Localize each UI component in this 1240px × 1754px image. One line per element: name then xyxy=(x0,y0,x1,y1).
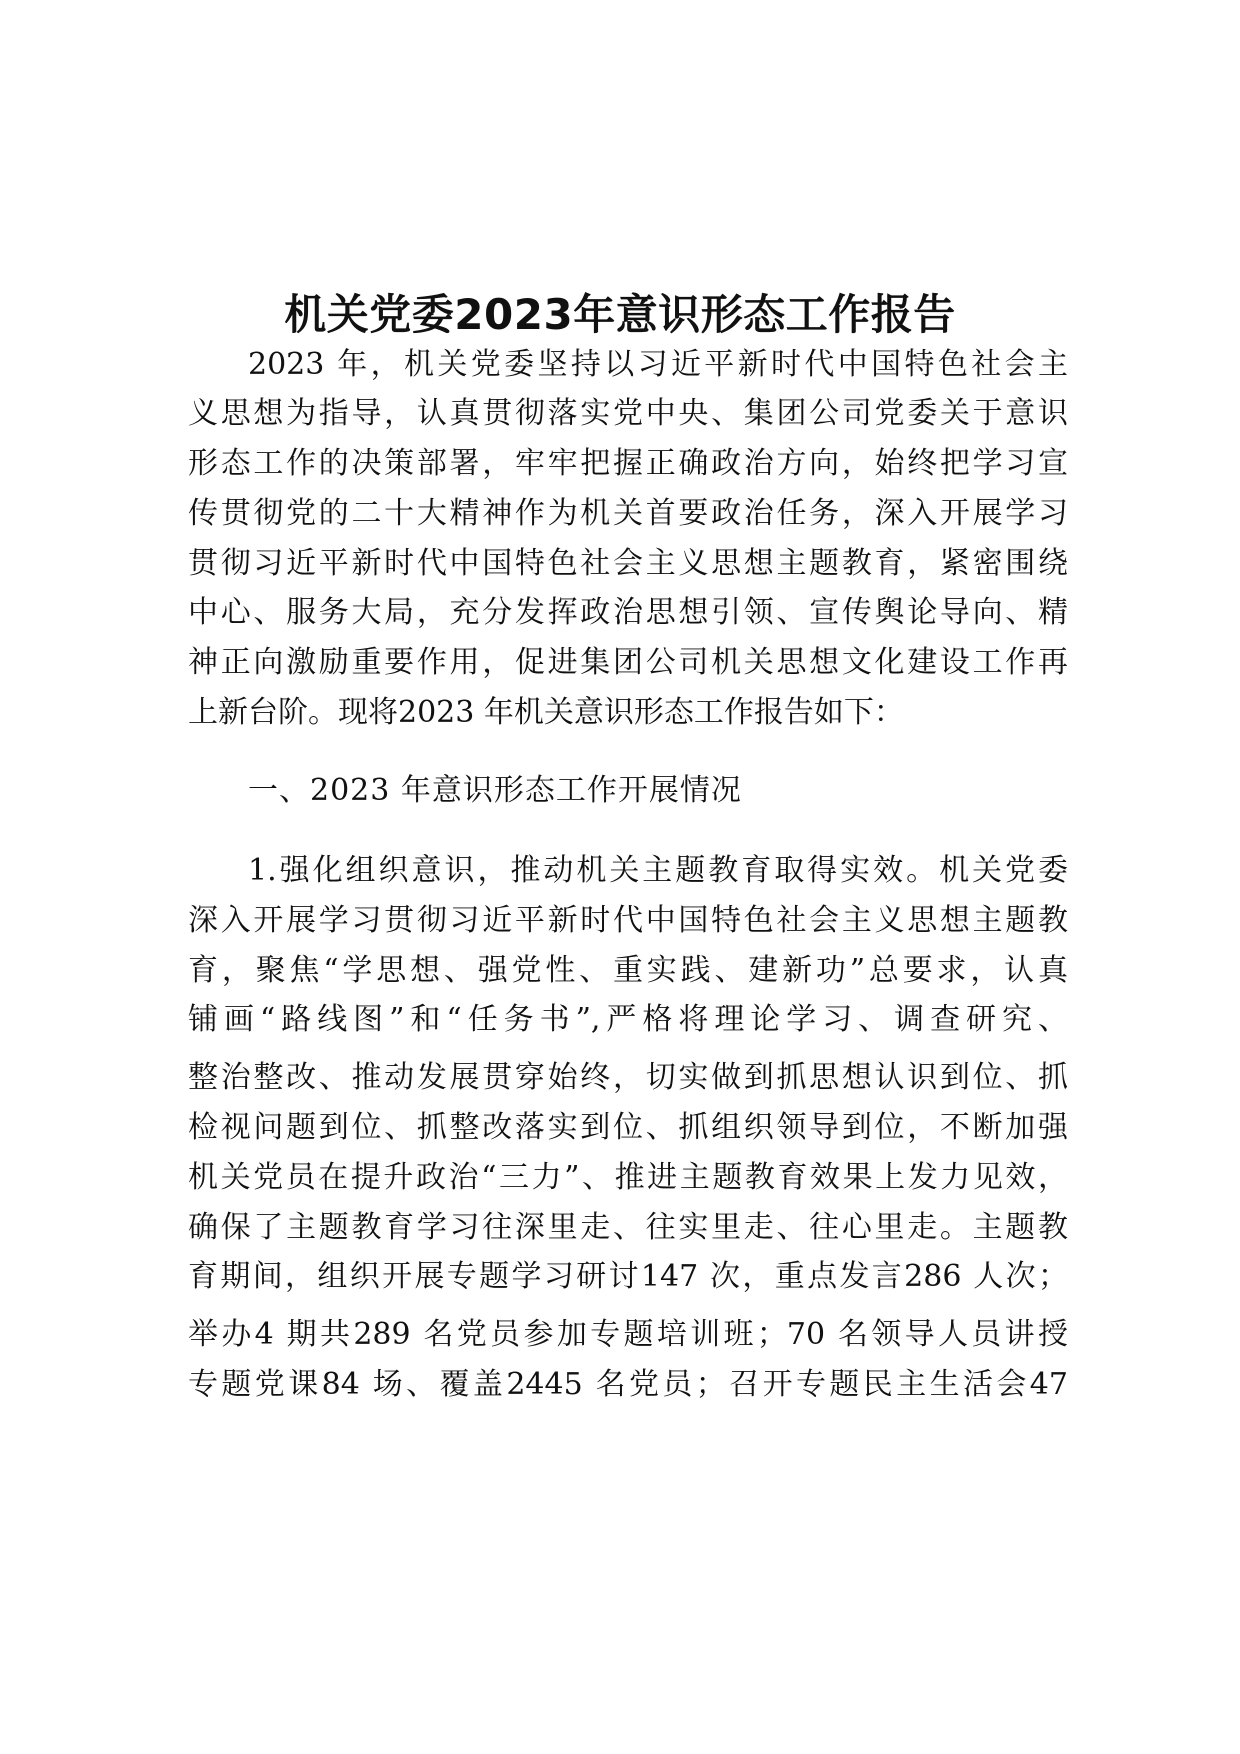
item-1-line: 专题党课84 场、覆盖2445 名党员；召开专题民主生活会47 xyxy=(188,1367,1068,1402)
intro-line: 神正向激励重要作用，促进集团公司机关思想文化建设工作再 xyxy=(188,645,1068,680)
intro-line: 中心、服务大局，充分发挥政治思想引领、宣传舆论导向、精 xyxy=(188,595,1068,630)
item-1-line: 检视问题到位、抓整改落实到位、抓组织领导到位，不断加强 xyxy=(188,1110,1068,1145)
item-1-line: 1.强化组织意识，推动机关主题教育取得实效。机关党委 xyxy=(248,853,1068,888)
item-1-line: 整治整改、推动发展贯穿始终，切实做到抓思想认识到位、抓 xyxy=(188,1060,1068,1095)
item-1-line: 深入开展学习贯彻习近平新时代中国特色社会主义思想主题教 xyxy=(188,903,1068,938)
item-1-line: 机关党员在提升政治“三力”、推进主题教育效果上发力见效， xyxy=(188,1160,1068,1195)
intro-line: 贯彻习近平新时代中国特色社会主义思想主题教育，紧密围绕 xyxy=(188,546,1068,581)
item-1-line: 育期间，组织开展专题学习研讨147 次，重点发言286 人次； xyxy=(188,1259,1068,1294)
document-title: 机关党委2023年意识形态工作报告 xyxy=(284,290,956,339)
item-1-line: 举办4 期共289 名党员参加专题培训班；70 名领导人员讲授 xyxy=(188,1317,1068,1352)
intro-line: 2023 年，机关党委坚持以习近平新时代中国特色社会主 xyxy=(248,347,1068,382)
item-1-line: 确保了主题教育学习往深里走、往实里走、往心里走。主题教 xyxy=(188,1210,1068,1245)
intro-line: 传贯彻党的二十大精神作为机关首要政治任务，深入开展学习 xyxy=(188,496,1068,531)
intro-line: 上新台阶。现将2023 年机关意识形态工作报告如下： xyxy=(188,695,904,730)
intro-line: 义思想为指导，认真贯彻落实党中央、集团公司党委关于意识 xyxy=(188,396,1068,431)
item-1-line: 铺画“路线图”和“任务书”,严格将理论学习、调查研究、 xyxy=(188,1002,1068,1037)
section-heading: 一、2023 年意识形态工作开展情况 xyxy=(248,773,742,808)
item-1-line: 育，聚焦“学思想、强党性、重实践、建新功”总要求，认真 xyxy=(188,953,1068,988)
intro-line: 形态工作的决策部署，牢牢把握正确政治方向，始终把学习宣 xyxy=(188,446,1068,481)
